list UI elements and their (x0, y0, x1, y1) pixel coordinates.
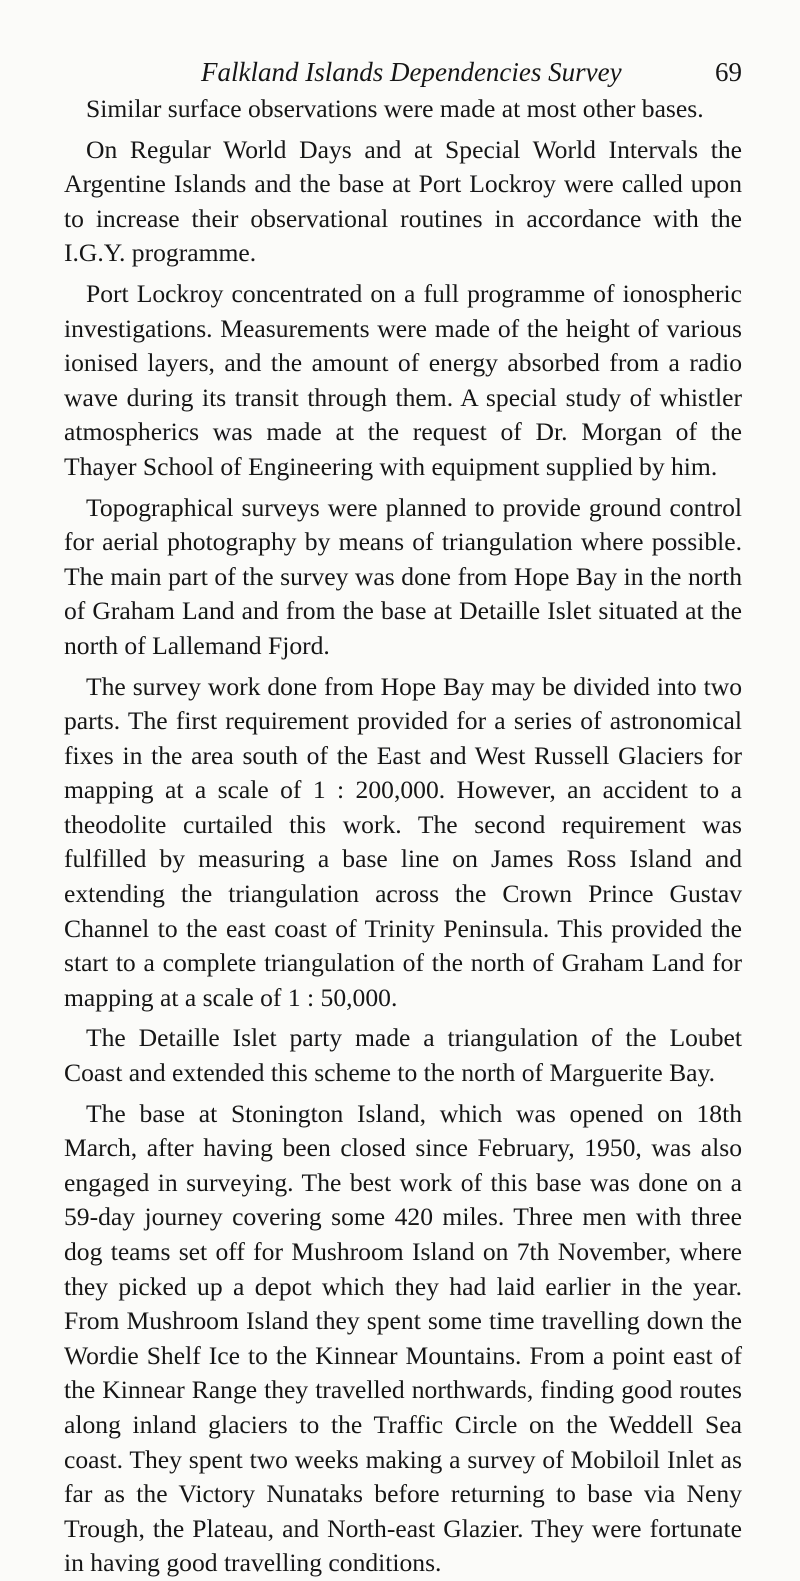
paragraph-topographical-surveys: Topographical surveys were planned to provide ground control for aerial photography by means of triangulation where possible. The main part of the survey was done from Hope Bay in the north of Graham Land and from the base at Detaille Islet situated at the north of Lallemand Fjord. (64, 492, 742, 660)
running-header (64, 52, 742, 92)
paragraph-port-lockroy: Port Lockroy concentrated on a full programme of ionospheric investigations. Measurements were made of the height of various ionised layers, and the amount of energy absorbed from a radio wave during its transit through them. A special study of whistler atmospherics was made at the request of Dr. Morgan of the Thayer School of Engineering with equipment supplied by him. (64, 278, 742, 481)
page-number: 69 (715, 57, 742, 87)
paragraph-world-days: On Regular World Days and at Special World Intervals the Argentine Islands and the base at Port Lockroy were called upon to increase their observational routines in accordance with the I.G.Y. programme. (64, 134, 742, 268)
paragraph-hope-bay-survey: The survey work done from Hope Bay may be divided into two parts. The first requirement provided for a series of astronomical fixes in the area south of the East and West Russell Glaciers for mapping at a scale of 1 : 200,000. However, an accident to a theodolite curtailed this work. The second requirement was fulfilled by measuring a base line on James Ross Island and extending the triangulation across the Crown Prince Gustav Channel to the east coast of Trinity Peninsula. This provided the start to a complete triangulation of the north of Graham Land for mapping at a scale of 1 : 50,000. (64, 671, 742, 1012)
body-text (64, 92, 742, 1581)
paragraph-detaille-islet: The Detaille Islet party made a triangulation of the Loubet Coast and extended this scheme to the north of Marguerite Bay. (64, 1023, 742, 1088)
paragraph-surface-observations: Similar surface observations were made at most other bases. (86, 94, 704, 123)
running-title: Falkland Islands Dependencies Survey (201, 57, 622, 87)
paragraph-stonington-island: The base at Stonington Island, which was opened on 18th March, after having been closed since February, 1950, was also engaged in surveying. The best work of this base was done on a 59-day journey covering some 420 miles. Three men with three dog teams set off for Mushroom Island on 7th November, where they picked up a depot which they had laid earlier in the year. From Mushroom Island they spent some time travelling down the Wordie Shelf Ice to the Kinnear Mountains. From a point east of the Kinnear Range they travelled northwards, finding good routes along inland glaciers to the Traffic Circle on the Weddell Sea coast. They spent two weeks making a survey of Mobiloil Inlet as far as the Victory Nunataks before returning to base via Neny Trough, the Plateau, and North-east Glazier. They were fortunate in having good travelling conditions. (64, 1098, 742, 1578)
